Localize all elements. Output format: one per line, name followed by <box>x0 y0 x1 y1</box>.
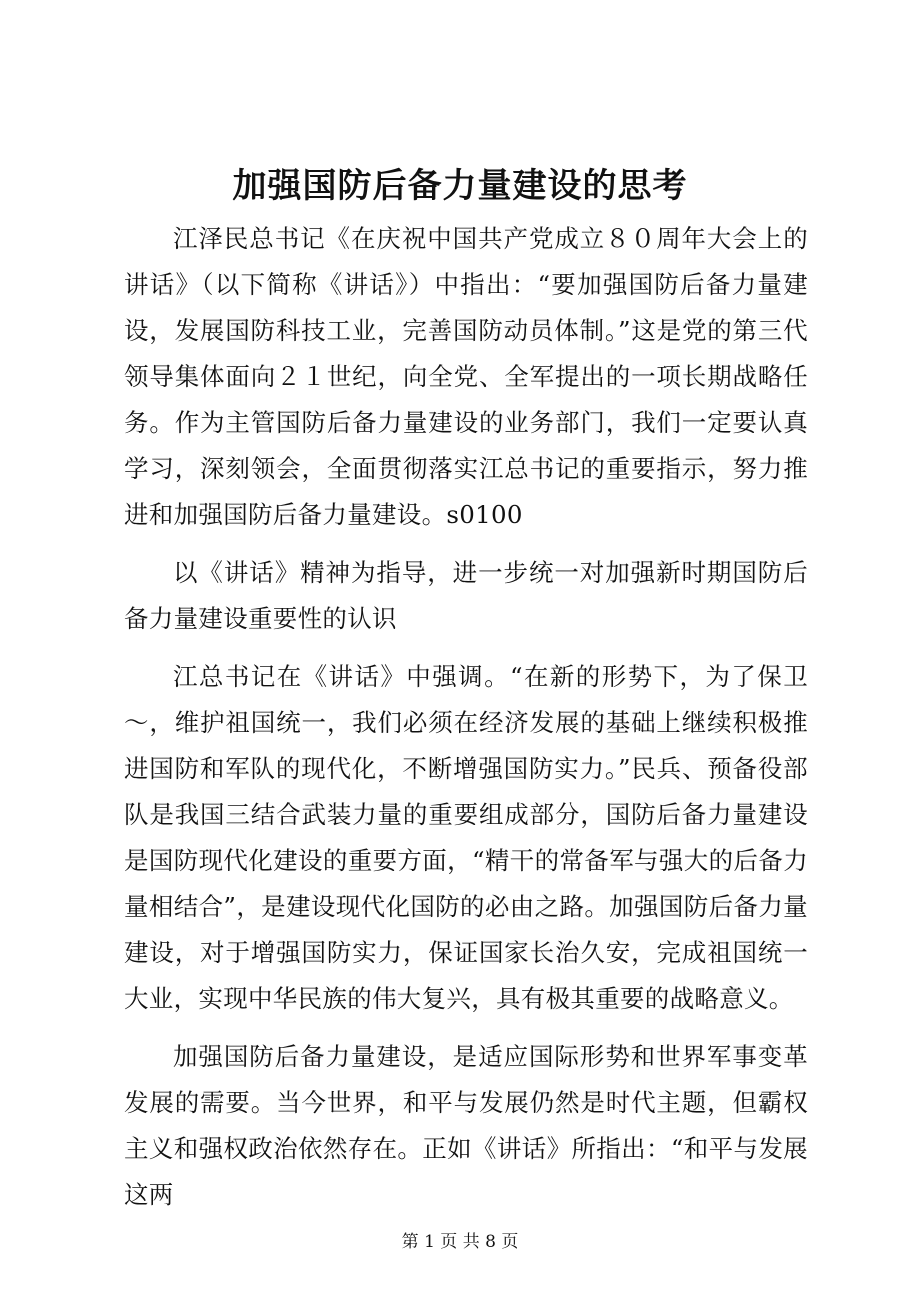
paragraph-4: 加强国防后备力量建设，是适应国际形势和世界军事变革发展的需要。当今世界，和平与发展仍然是时代主题，但霸权主义和强权政治依然存在。正如《讲话》所指出：“和平与发展这两 <box>124 1042 808 1209</box>
paragraph-3: 江总书记在《讲话》中强调。“在新的形势下，为了保卫～，维护祖国统一，我们必须在经济发展的基础上继续积极推进国防和军队的现代化，不断增强国防实力。”民兵、预备役部队是我国三结合武装力量的重要组成部分，国防后备力量建设是国防现代化建设的重要方面，“精干的常备军与强大的后备力量相结合”，是建设现代化国防的必由之路。加强国防后备力量建设，对于增强国防实力，保证国家长治久安，完成祖国统一大业，实现中华民族的伟大复兴，具有极其重要的战略意义。 <box>124 662 808 1013</box>
paragraph-2: 以《讲话》精神为指导，进一步统一对加强新时期国防后备力量建设重要性的认识 <box>124 558 808 633</box>
paragraph-1: 江泽民总书记《在庆祝中国共产党成立８０周年大会上的讲话》（以下简称《讲话》）中指出：“要加强国防后备力量建设，发展国防科技工业，完善国防动员体制。”这是党的第三代领导集体面向２１世纪，向全党、全军提出的一项长期战略任务。作为主管国防后备力量建设的业务部门，我们一定要认真学习，深刻领会，全面贯彻落实江总书记的重要指示，努力推进和加强国防后备力量建设。s0100 <box>124 224 809 529</box>
page-number-footer: 第 1 页 共 8 页 <box>401 1232 519 1252</box>
document-title: 加强国防后备力量建设的思考 <box>232 166 688 206</box>
document-body <box>124 216 808 1230</box>
